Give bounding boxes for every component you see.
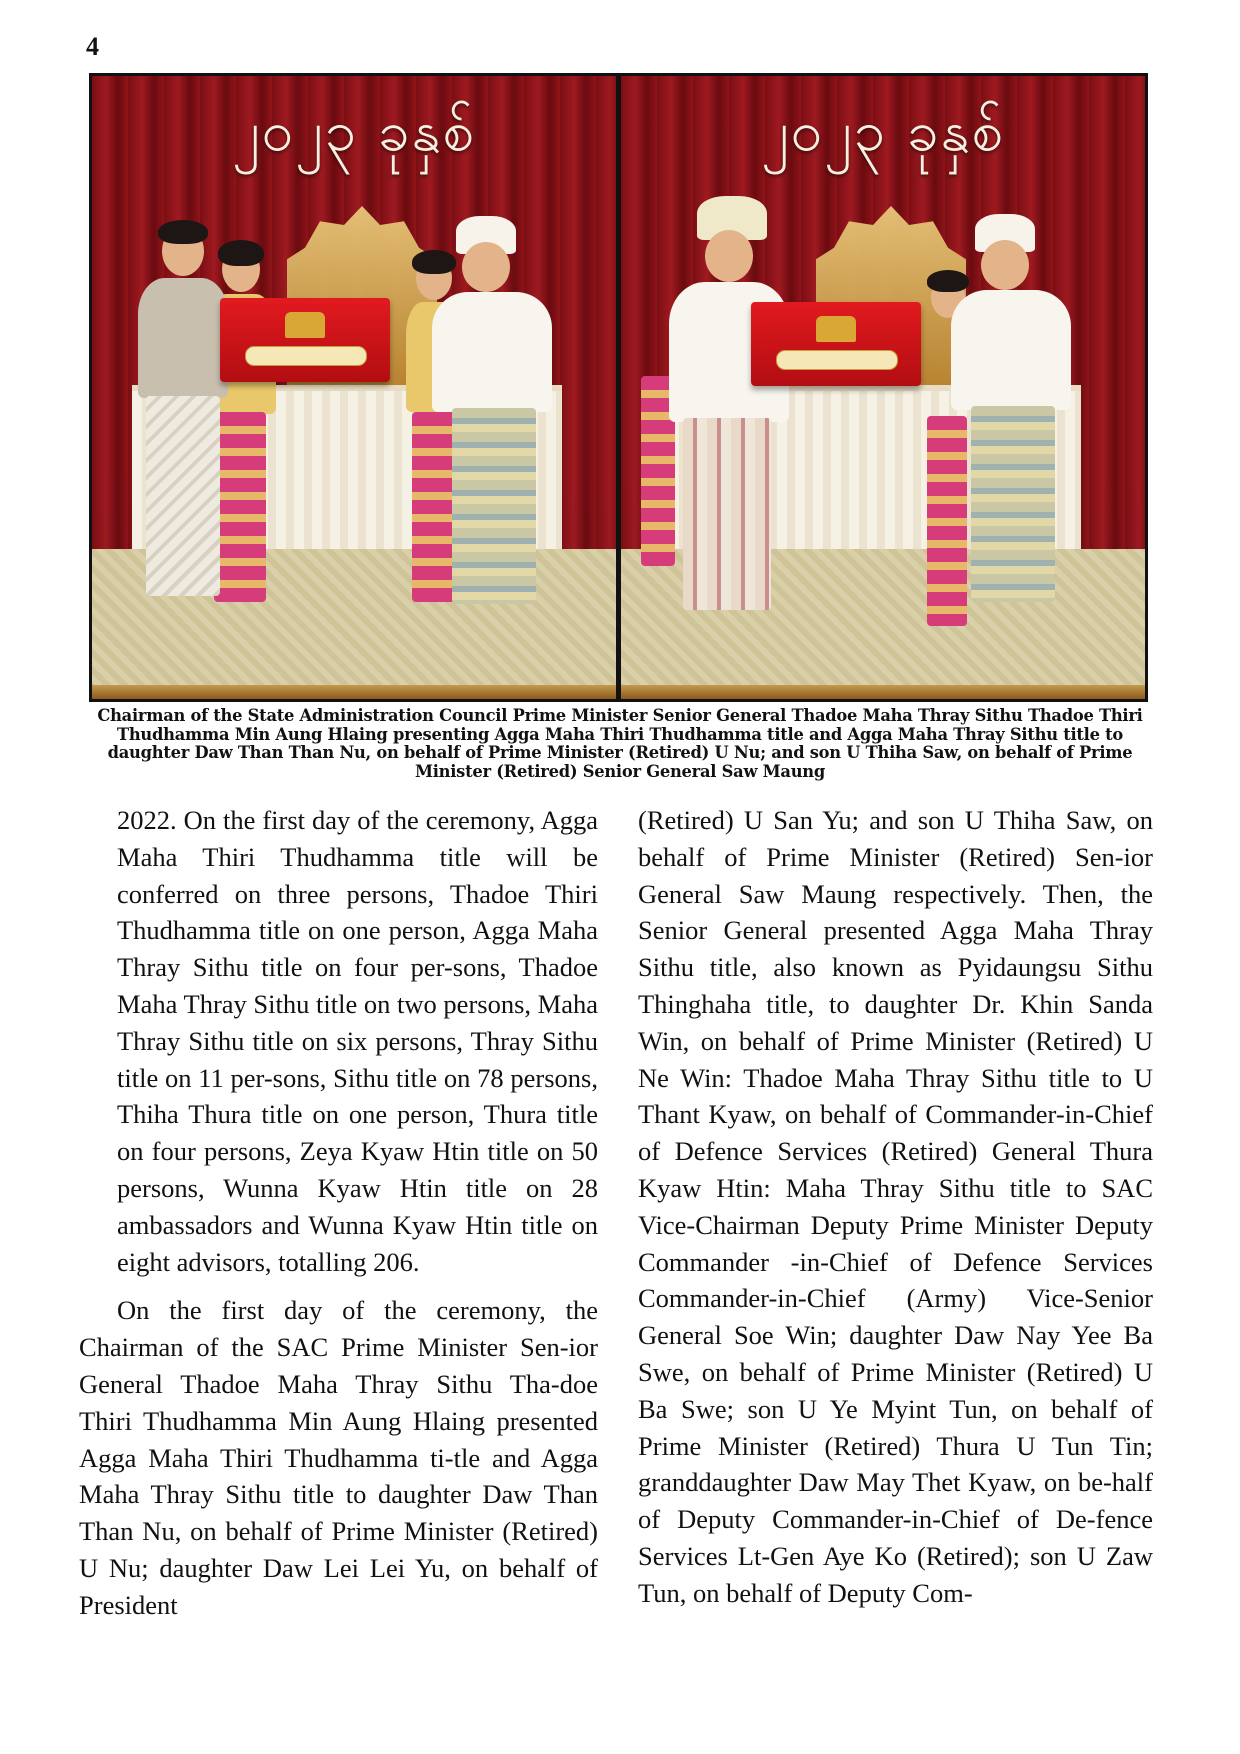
box-nameplate — [776, 350, 898, 370]
photo-frame — [89, 73, 1148, 702]
photo-caption: Chairman of the State Administration Council Prime Minister Senior General Thadoe Maha Thray Sithu Thadoe Thiri Thudhamma Min Aung Hlaing presenting Agga Maha Thiri Thudhamma title and Agga Maha Thray Sithu title to daughter Daw Than Than Nu, on behalf of Prime Minister (Retired) U Nu; and son U Thiha Saw, on behalf of Prime Minister (Retired) Senior General Saw Maung — [97, 706, 1143, 781]
article-paragraph: (Retired) U San Yu; and son U Thiha Saw, on behalf of Prime Minister (Retired) Sen-ior General Saw Maung respectively. Then, the Senior General presented Agga Maha Thray Sithu title, also known as Pyidaungsu Sithu Thinghaha title, to daughter Dr. Khin Sanda Win, on behalf of Prime Minister (Retired) U Ne Win: Thadoe Maha Thray Sithu title to U Thant Kyaw, on behalf of Commander-in-Chief of Defence Services (Retired) General Thura Kyaw Htin: Maha Thray Sithu title to SAC Vice-Chairman Deputy Prime Minister Deputy Commander -in-Chief of Defence Services Commander-in-Chief (Army) Vice-Senior General Soe Win; daughter Daw Nay Yee Ba Swe, on behalf of Prime Minister (Retired) U Ba Swe; son U Ye Myint Tun, on behalf of Prime Minister (Retired) Thura U Tun Tin; granddaughter Daw May Thet Kyaw, on be-half of Deputy Commander-in-Chief of De-fence Services Lt-Gen Aye Ko (Retired); son U Zaw Tun, on behalf of Deputy Com- — [638, 805, 1153, 1608]
emblem-icon — [816, 316, 856, 342]
carpet-edge — [621, 685, 1145, 699]
article-paragraph: 2022. On the first day of the ceremony, Agga Maha Thiri Thudhamma title will be conferred on three persons, Thadoe Thiri Thudhamma title on one person, Agga Maha Thray Sithu title on four per-sons, Thadoe Maha Thray Sithu title on two persons, Maha Thray Sithu title on six persons, Thray Sithu title on 11 per-sons, Sithu title on 78 persons, Thiha Thura title on one person, Thura title on four persons, Zeya Kyaw Htin title on 50 persons, Wunna Kyaw Htin title on 28 ambassadors and Wunna Kyaw Htin title on eight advisors, totalling 206. — [117, 805, 598, 1277]
article-paragraph: On the first day of the ceremony, the Chairman of the SAC Prime Minister Sen-ior General Thadoe Maha Thray Sithu Tha-doe Thiri Thudhamma Min Aung Hlaing presented Agga Maha Thiri Thudhamma ti-tle and Agga Maha Thray Sithu title to daughter Daw Than Than Nu, on behalf of Prime Minister (Retired) U Nu; daughter Daw Lei Lei Yu, on behalf of President — [79, 1295, 598, 1620]
award-box — [220, 298, 390, 382]
emblem-icon — [285, 312, 325, 338]
box-nameplate — [245, 346, 367, 366]
ceremony-photo-left — [92, 76, 616, 699]
ceremony-photo-right — [621, 76, 1145, 699]
article-column-left — [79, 802, 598, 1624]
carpet-edge — [92, 685, 616, 699]
page-number: 4 — [86, 32, 99, 61]
photo-year-text: ၂၀၂၃ ခုနှစ် — [761, 99, 1005, 164]
photo-year-text: ၂၀၂၃ ခုနှစ် — [232, 99, 476, 164]
article-column-right — [638, 802, 1153, 1612]
award-box — [751, 302, 921, 386]
